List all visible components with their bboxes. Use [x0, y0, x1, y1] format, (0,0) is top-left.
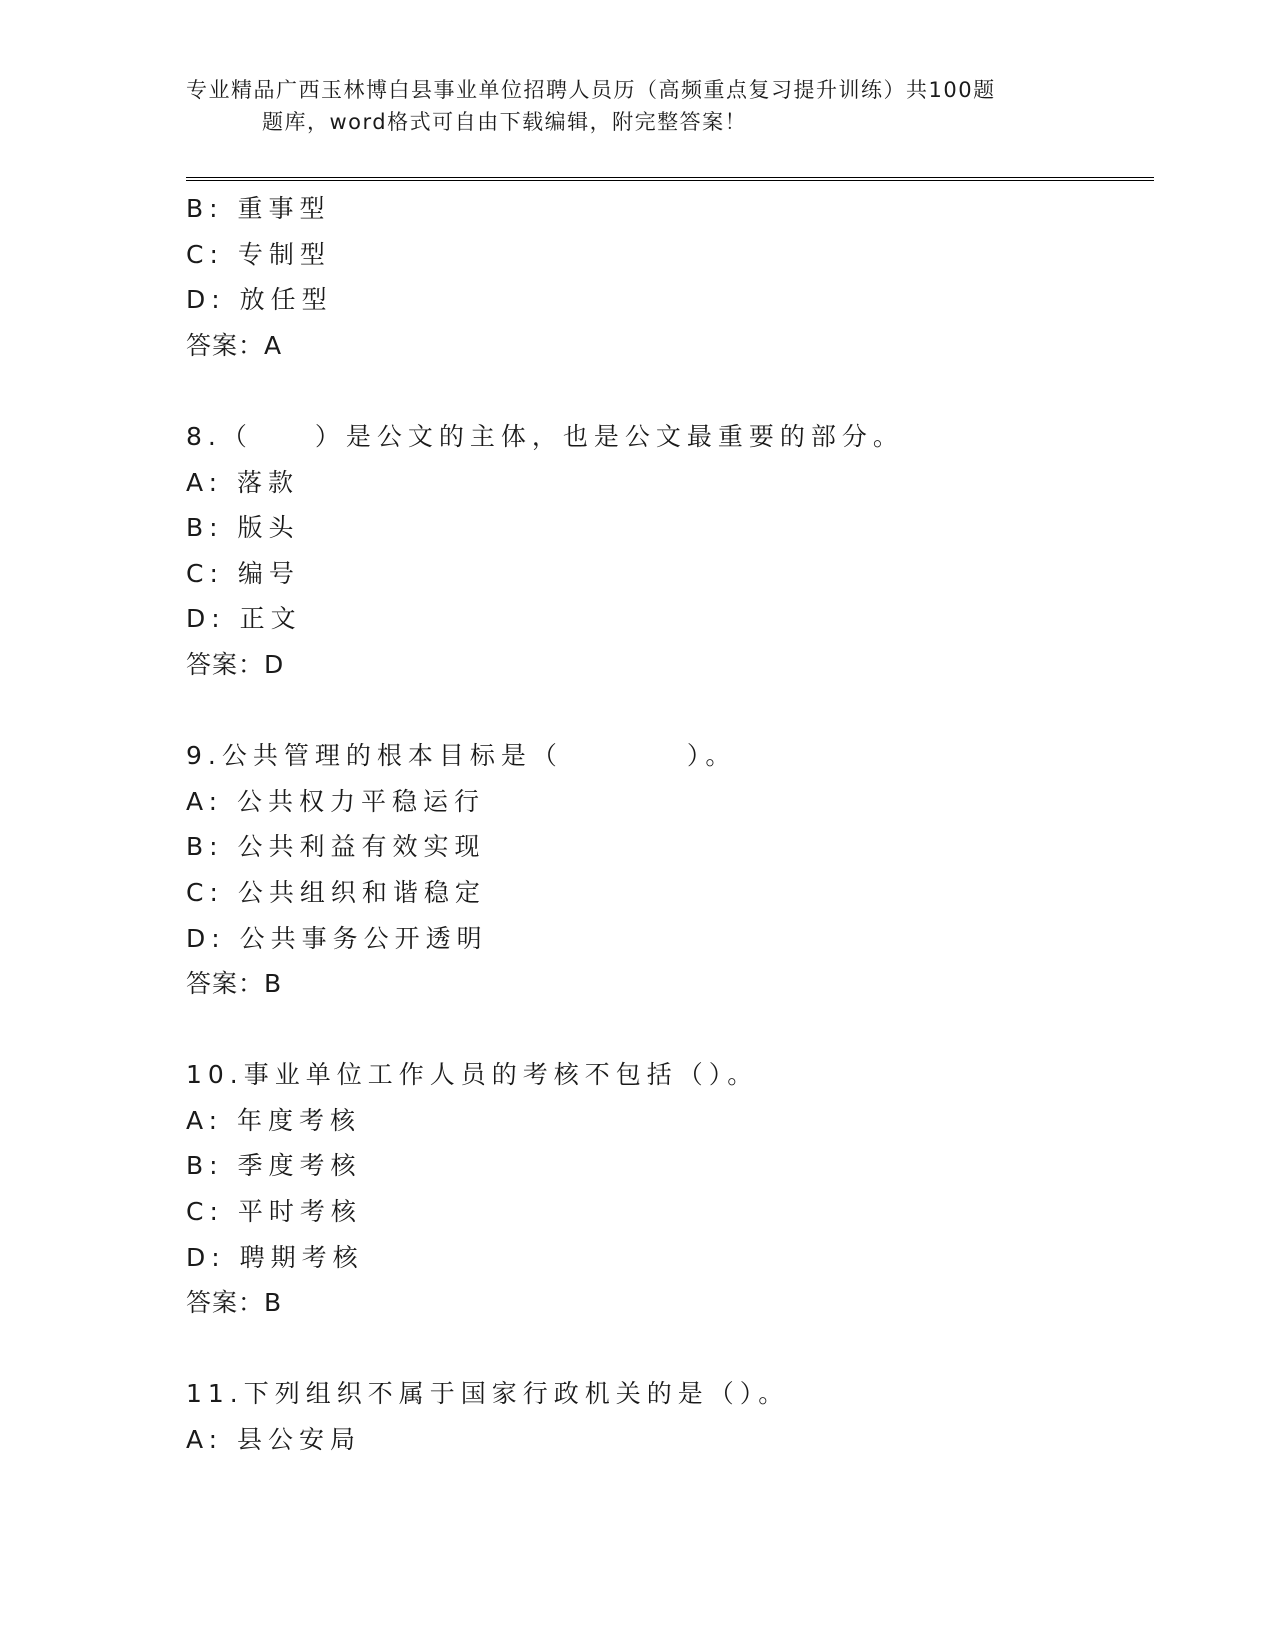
option-a: A: 年度考核 — [186, 1105, 362, 1135]
question-block-9 — [186, 733, 1154, 1007]
question-text: 11.下列组织不属于国家行政机关的是（）。 — [186, 1379, 790, 1409]
spacer — [186, 688, 1154, 734]
option-b: B: 重事型 — [186, 194, 331, 223]
answer-text: 答案：A — [186, 330, 283, 360]
spacer — [186, 1007, 1154, 1053]
option-c: C: 平时考核 — [186, 1197, 362, 1227]
option-d: D: 放任型 — [186, 285, 333, 315]
question-block-10 — [186, 1052, 1154, 1326]
option-c: C: 编号 — [186, 558, 300, 588]
header-title-line2: 题库，word格式可自由下载编辑，附完整答案！ — [262, 110, 748, 134]
question-text: 10.事业单位工作人员的考核不包括（）。 — [186, 1060, 759, 1090]
answer-text: 答案：B — [186, 969, 283, 999]
spacer — [186, 368, 1154, 414]
question-block-8 — [186, 414, 1154, 688]
answer-text: 答案：D — [186, 649, 285, 679]
option-d: D: 正文 — [186, 604, 302, 634]
option-a: A: 落款 — [186, 467, 300, 497]
option-d: D: 公共事务公开透明 — [186, 923, 488, 953]
question-text: 9.公共管理的根本目标是（ ）。 — [186, 741, 737, 771]
document-header — [186, 74, 1086, 138]
option-b: B: 公共利益有效实现 — [186, 832, 486, 862]
option-b: B: 版头 — [186, 513, 300, 543]
question-text: 8.（ ）是公文的主体，也是公文最重要的部分。 — [186, 421, 904, 451]
header-title-line1: 专业精品广西玉林博白县事业单位招聘人员历（高频重点复习提升训练）共100题 — [186, 78, 996, 102]
answer-text: 答案：B — [186, 1288, 283, 1318]
header-divider — [186, 177, 1154, 181]
question-list — [186, 186, 1154, 1463]
question-block-11 — [186, 1371, 1154, 1462]
option-a: A: 县公安局 — [186, 1425, 362, 1455]
option-b: B: 季度考核 — [186, 1151, 362, 1181]
question-block-7 — [186, 186, 1154, 368]
option-c: C: 专制型 — [186, 239, 331, 269]
option-d: D: 聘期考核 — [186, 1242, 364, 1272]
spacer — [186, 1326, 1154, 1372]
option-c: C: 公共组织和谐稳定 — [186, 877, 486, 907]
option-a: A: 公共权力平稳运行 — [186, 786, 486, 816]
